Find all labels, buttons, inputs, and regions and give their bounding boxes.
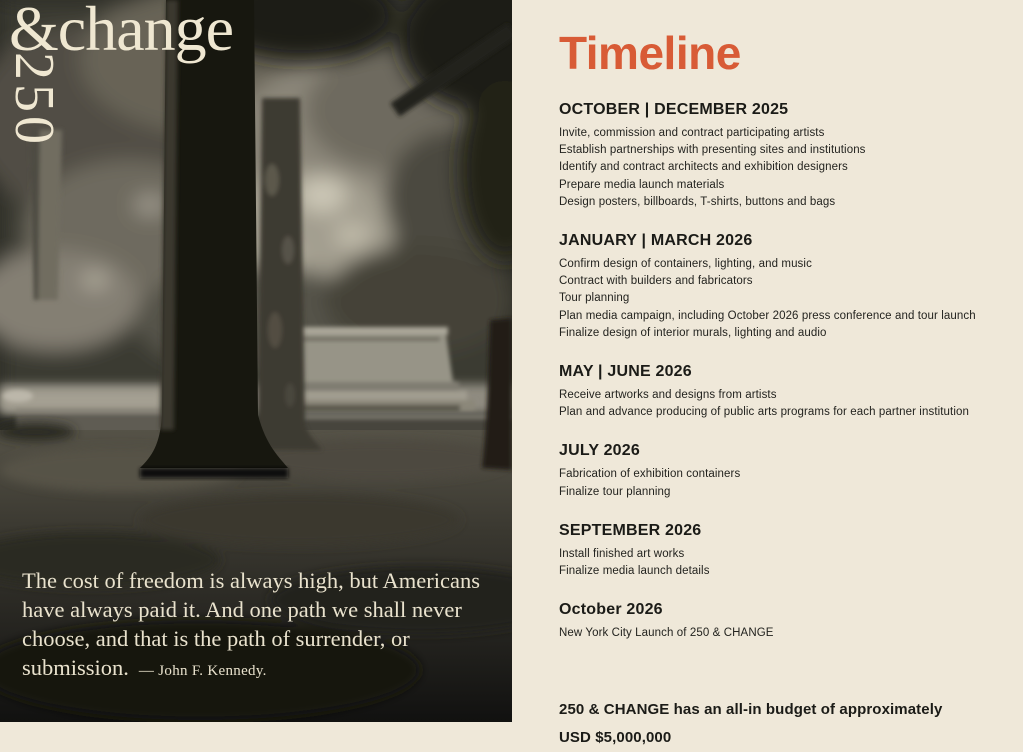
timeline-section-heading: JULY 2026 — [559, 442, 640, 460]
timeline-section-heading: SEPTEMBER 2026 — [559, 521, 702, 539]
timeline-item: Prepare media launch materials — [559, 178, 725, 191]
quote-last-words: submission. — [22, 655, 129, 680]
timeline-section-items — [559, 546, 993, 580]
budget-line-1: 250 & CHANGE has an all-in budget of approximately — [559, 701, 943, 719]
timeline-item: Tour planning — [559, 292, 630, 305]
quote-line — [22, 653, 500, 686]
budget-statement — [559, 696, 993, 752]
timeline-section-heading: OCTOBER | DECEMBER 2025 — [559, 101, 789, 118]
timeline-item: New York City Launch of 250 & CHANGE — [559, 627, 774, 640]
timeline-sections — [559, 101, 993, 642]
timeline-item: Identify and contract architects and exhibition designers — [559, 161, 848, 174]
timeline-item: Plan and advance producing of public arts programs for each partner institution — [559, 406, 969, 419]
brand-wordmark: &change — [9, 0, 233, 64]
timeline-item: Install finished art works — [559, 547, 685, 560]
timeline-item: Fabrication of exhibition containers — [559, 468, 741, 481]
timeline-item: Plan media campaign, including October 2026 press conference and tour launch — [559, 309, 976, 322]
photo-panel — [0, 0, 512, 722]
quote-line: have always paid it. And one path we shall never — [22, 597, 462, 622]
timeline-item: Confirm design of containers, lighting, and music — [559, 258, 812, 271]
timeline-section — [559, 442, 993, 500]
timeline-item: Finalize tour planning — [559, 485, 671, 498]
timeline-item: Contract with builders and fabricators — [559, 275, 753, 288]
timeline-panel — [512, 0, 1023, 747]
timeline-item: Design posters, billboards, T-shirts, buttons and bags — [559, 195, 836, 208]
timeline-item: Finalize media launch details — [559, 565, 710, 578]
kennedy-quote — [22, 566, 500, 686]
timeline-section — [559, 363, 993, 421]
timeline-item: Receive artworks and designs from artists — [559, 389, 777, 402]
timeline-section-items — [559, 125, 993, 211]
brand-number-vertical: 250 — [3, 52, 65, 148]
timeline-section-items — [559, 625, 993, 642]
timeline-item: Establish partnerships with presenting sites and institutions — [559, 144, 866, 157]
quote-attribution: — John F. Kennedy. — [138, 663, 267, 679]
timeline-section-items — [559, 466, 993, 500]
timeline-section — [559, 232, 993, 342]
page-title: Timeline — [559, 27, 741, 79]
timeline-section-heading: JANUARY | MARCH 2026 — [559, 232, 753, 250]
budget-line-2: USD $5,000,000 — [559, 729, 672, 747]
timeline-item: Invite, commission and contract participating artists — [559, 127, 825, 139]
quote-line: choose, and that is the path of surrender, or — [22, 626, 410, 651]
quote-line: The cost of freedom is always high, but Americans — [22, 568, 481, 593]
timeline-section — [559, 101, 993, 211]
timeline-item: Finalize design of interior murals, lighting and audio — [559, 326, 827, 339]
timeline-section-items — [559, 387, 993, 421]
timeline-section-heading: MAY | JUNE 2026 — [559, 363, 692, 381]
timeline-section-items — [559, 256, 993, 342]
timeline-section-heading: October 2026 — [559, 601, 663, 619]
timeline-section — [559, 601, 993, 642]
timeline-section — [559, 522, 993, 580]
